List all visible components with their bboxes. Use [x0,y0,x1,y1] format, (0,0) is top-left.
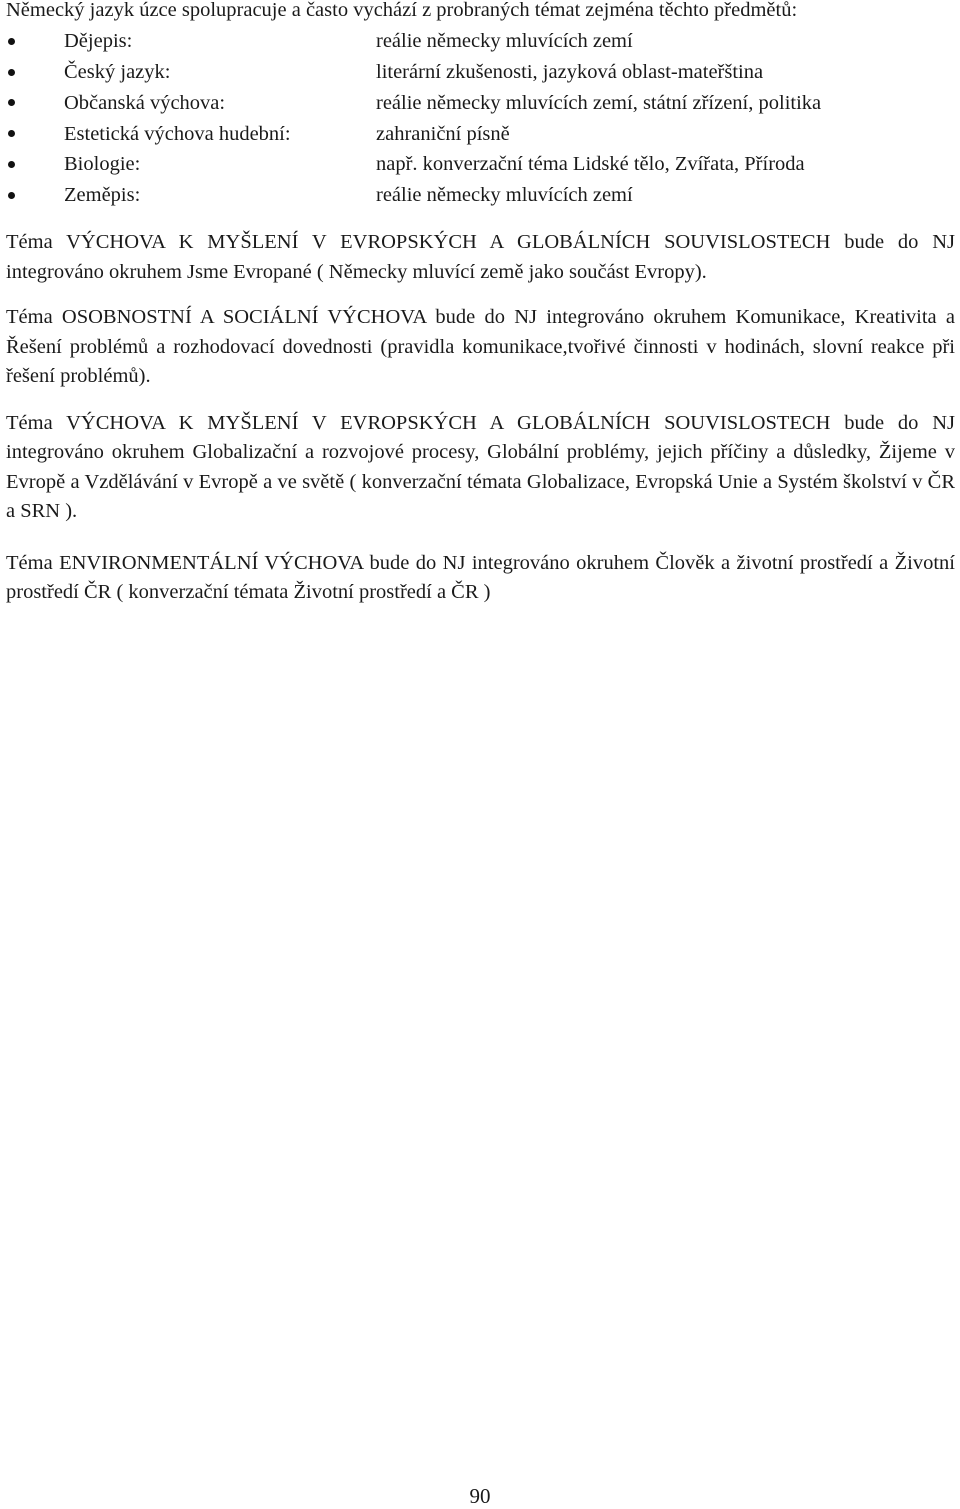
bullet-icon [6,88,64,119]
bullet-icon [6,150,64,181]
subject-name: Biologie: [64,153,141,176]
subject-name: Dějepis: [64,30,133,53]
list-item [6,180,955,211]
paragraph-globalization: Téma VÝCHOVA K MYŠLENÍ V EVROPSKÝCH A GLOBÁLNÍCH SOUVISLOSTECH bude do NJ integrováno okruhem Globalizační a rozvojové procesy, Globální problémy, jejich příčiny a důsledky, Žijeme v Evropě a Vzdělávání v Evropě a ve světě ( konverzační témata Globalizace, Evropská Unie a Systém školství v ČR a SRN ). [6,411,955,523]
subject-name: Estetická výchova hudební: [64,122,291,145]
list-item [6,150,955,181]
bullet-icon [6,57,64,88]
subject-name: Český jazyk: [64,60,171,83]
subject-name: Zeměpis: [64,184,141,207]
list-item [6,57,955,88]
bullet-icon [6,119,64,150]
paragraph-environmental: Téma ENVIRONMENTÁLNÍ VÝCHOVA bude do NJ integrováno okruhem Člověk a životní prostředí a Životní prostředí ČR ( konverzační témata Životní prostředí a ČR ) [6,551,955,604]
bullet-icon [6,27,64,58]
subject-name: Občanská výchova: [64,91,226,114]
bullet-icon [6,180,64,211]
paragraph-personal-social: Téma OSOBNOSTNÍ A SOCIÁLNÍ VÝCHOVA bude do NJ integrováno okruhem Komunikace, Kreativita a Řešení problémů a rozhodovací dovednosti (pravidla komunikace,tvořivé činnosti v hodinách, slovní reakce při řešení problémů). [6,306,955,388]
list-item [6,88,955,119]
subject-description: např. konverzační téma Lidské tělo, Zvířata, Příroda [376,153,805,176]
intro-paragraph: Německý jazyk úzce spolupracuje a často vychází z probraných témat zejména těchto předmětů: [6,0,798,21]
subject-description: literární zkušenosti, jazyková oblast-mateřština [376,60,764,83]
page-number: 90 [469,1484,491,1508]
document-page [6,0,955,608]
paragraph-global-contexts: Téma VÝCHOVA K MYŠLENÍ V EVROPSKÝCH A GLOBÁLNÍCH SOUVISLOSTECH bude do NJ integrováno okruhem Jsme Evropané ( Německy mluvící země jako součást Evropy). [6,231,955,283]
list-item [6,27,955,58]
subject-description: zahraniční písně [376,122,510,145]
subject-description: reálie německy mluvících zemí [376,184,633,207]
subject-description: reálie německy mluvících zemí [376,30,633,53]
subject-list [6,27,955,212]
subject-description: reálie německy mluvících zemí, státní zřízení, politika [376,91,822,114]
list-item [6,119,955,150]
